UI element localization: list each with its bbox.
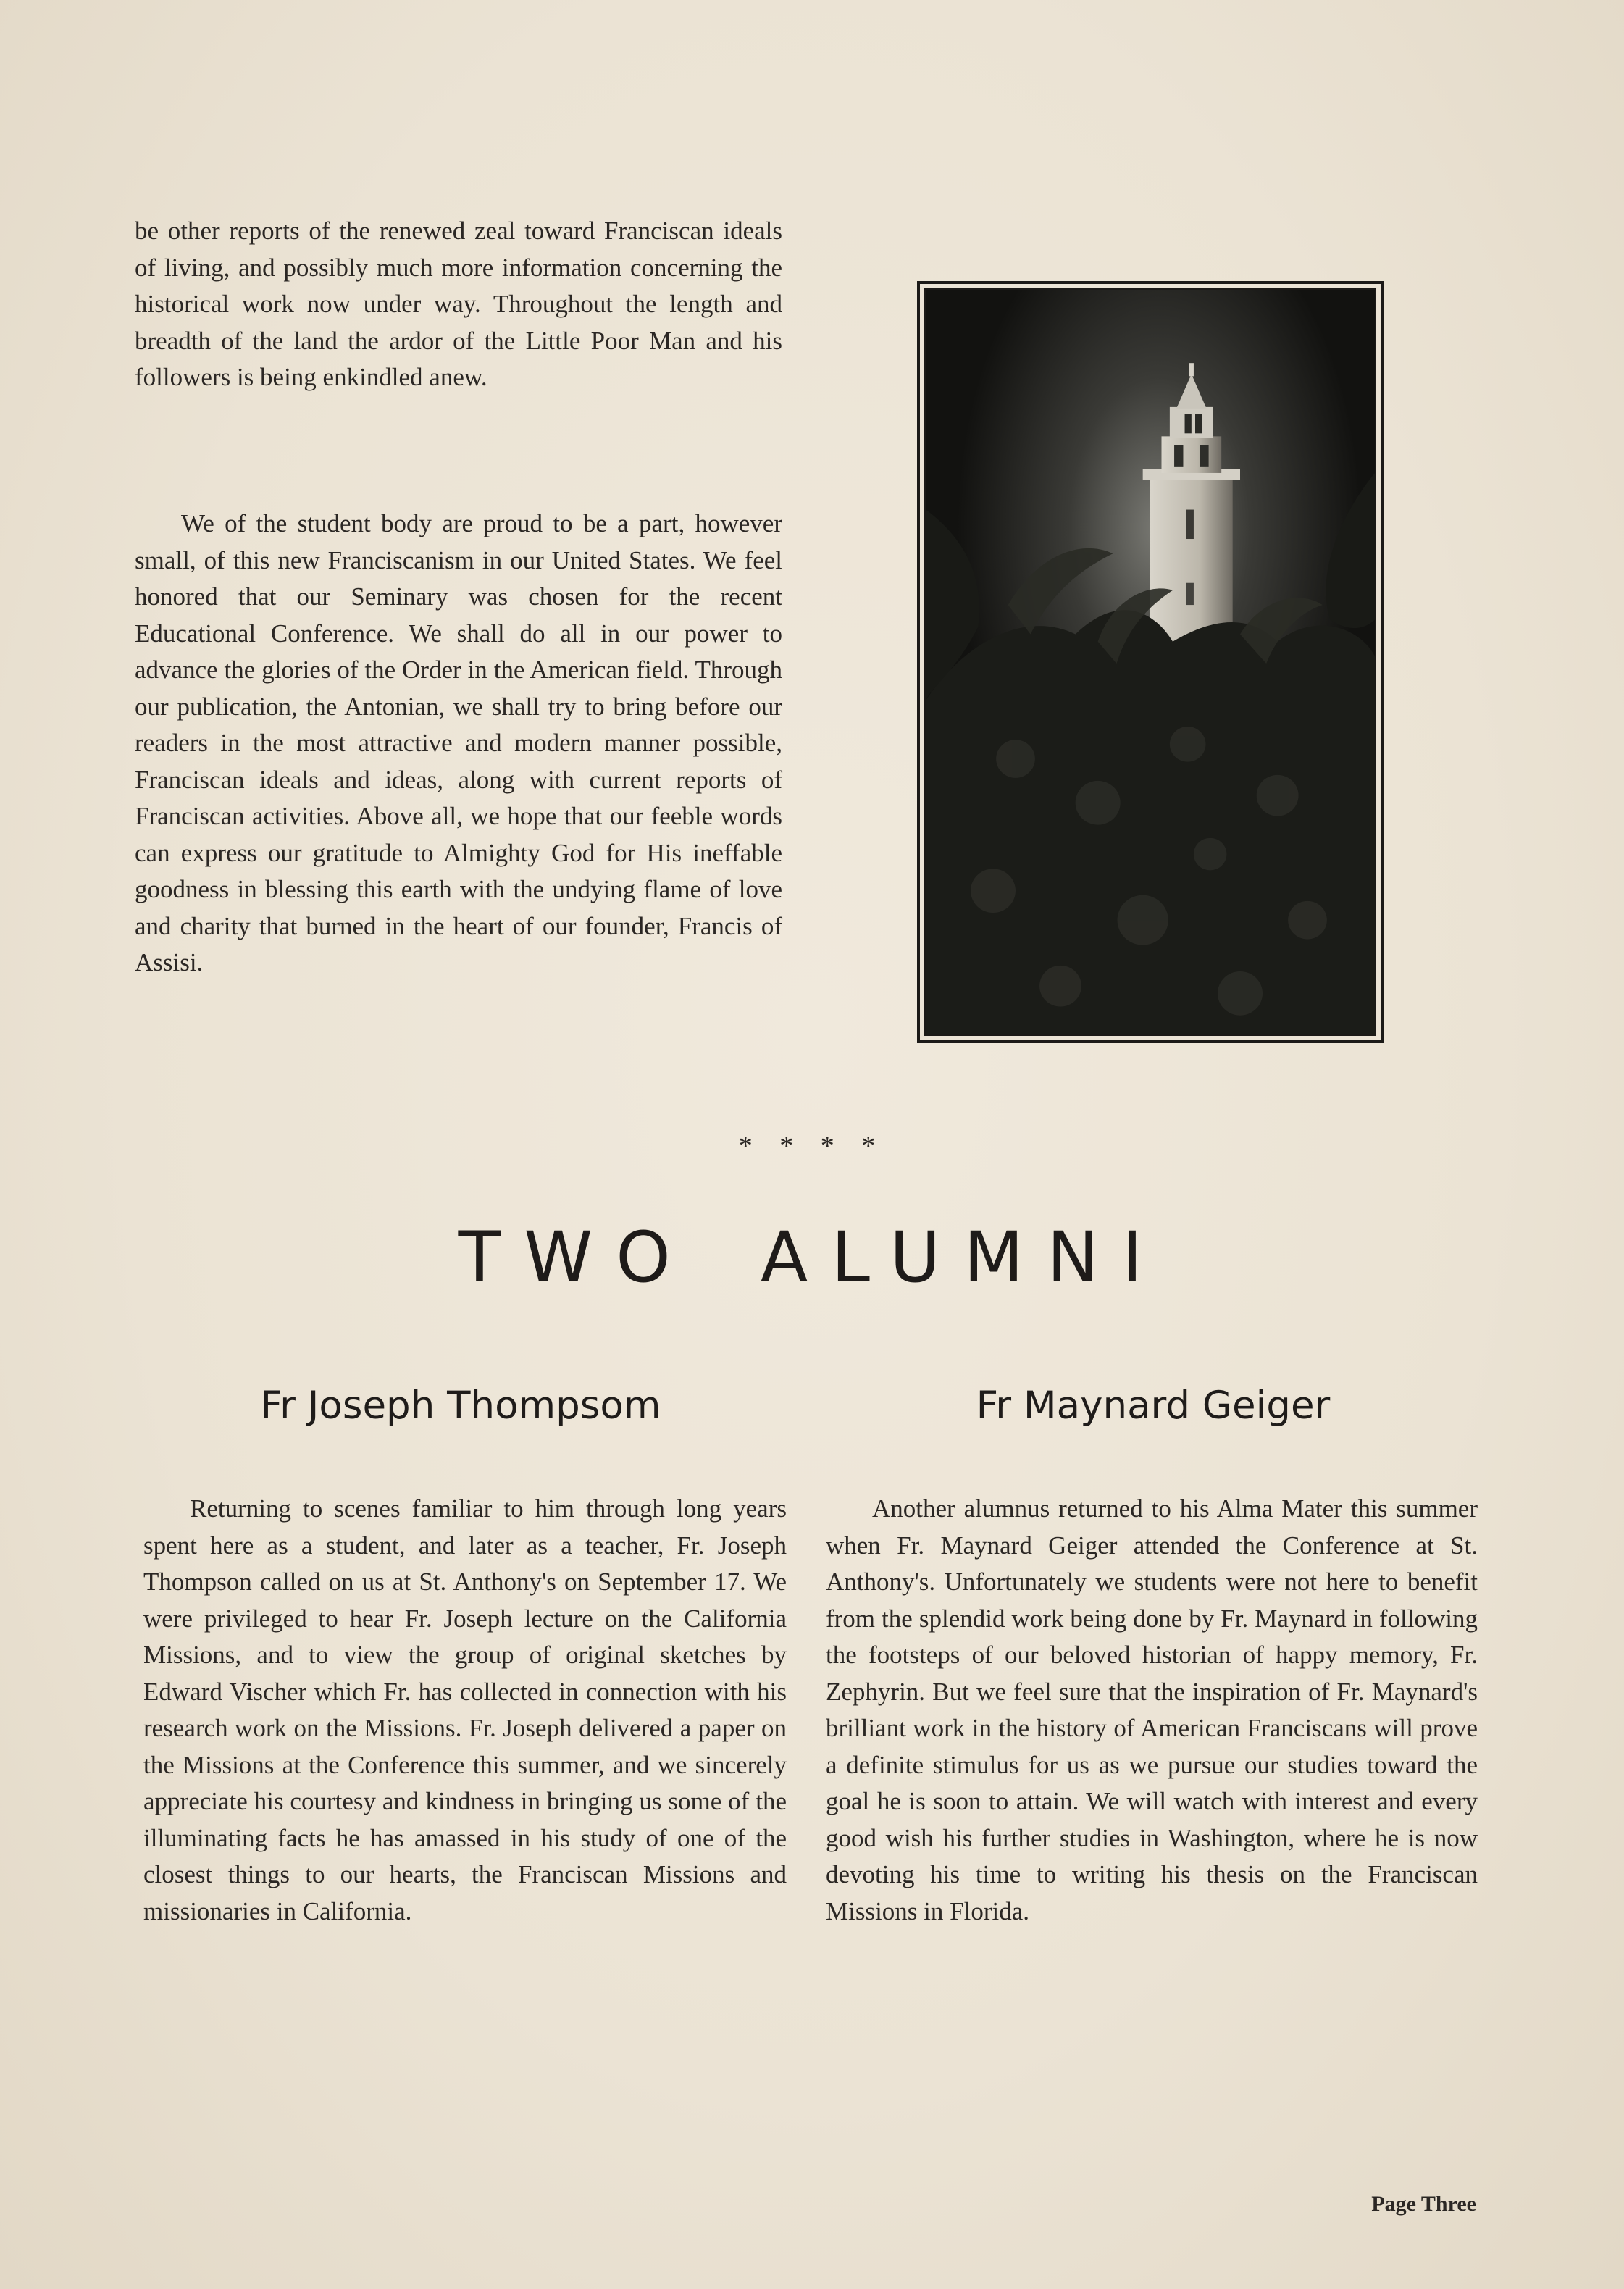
headline-word-2: ALUMNI bbox=[760, 1217, 1166, 1298]
page-number: Page Three bbox=[1371, 2192, 1476, 2216]
left-column-title: Fr Joseph Thompsom bbox=[260, 1384, 661, 1428]
right-column-body: Another alumnus returned to his Alma Mater this summer when Fr. Maynard Geiger attended the Conference at St. Anthony's. Unfortunately we students were not here to benefit from the splendid work being done by Fr. Maynard in following the footsteps of our beloved historian of happy memory, Fr. Zephyrin. But we feel sure that the inspiration of Fr. Maynard's brilliant work in the history of American Franciscans will prove a definite stimulus for us as we pursue our studies toward the goal he is soon to attain. We will watch with interest and every good wish his further studies in Washington, where he is now devoting his time to writing his thesis on the Franciscan Missions in Florida. bbox=[826, 1494, 1478, 1925]
right-column-title: Fr Maynard Geiger bbox=[976, 1384, 1331, 1428]
left-column-body: Returning to scenes familiar to him through long years spent here as a student, and later as a teacher, Fr. Joseph Thompson called on us at St. Anthony's on September 17. We were privileged to hear Fr. Joseph lecture on the California Missions, and to view the group of original sketches by Edward Vischer which Fr. has collected in connection with his research work on the Missions. Fr. Joseph delivered a paper on the Missions at the Conference this summer, and we sincerely appreciate his courtesy and kindness in bringing us some of the illuminating facts he has amassed in his study of one of the closest things to our hearts, the Franciscan Missions and missionaries in California. bbox=[143, 1494, 787, 1925]
intro-second-paragraph: We of the student body are proud to be a part, however small, of this new Franciscanism in our United States. We feel honored that our Seminary was chosen for the recent Educational Conference. We shall do all in our power to advance the glories of the Order in the American field. Through our publication, the Antonian, we shall try to bring before our readers in the most attractive and modern manner possible, Franciscan ideals and ideas, along with current reports of Franciscan activities. Above all, we hope that our feeble words can express our gratitude to Almighty God for His ineffable goodness in blessing this earth with the undying flame of love and charity that burned in the heart of our founder, Francis of Assisi. bbox=[135, 509, 782, 976]
section-divider: * * * * bbox=[738, 1131, 886, 1161]
bell-tower-illustration bbox=[926, 290, 1375, 1034]
night-photo-panel bbox=[924, 288, 1376, 1036]
page-headline bbox=[0, 1217, 1624, 1298]
bell-tower-photo bbox=[917, 281, 1384, 1043]
intro-continuation-paragraph: be other reports of the renewed zeal toward Franciscan ideals of living, and possibly much more information concerning the historical work now under way. Throughout the length and breadth of the land the ardor of the Little Poor Man and his followers is being enkindled anew. bbox=[135, 217, 782, 391]
headline-word-1: TWO bbox=[458, 1217, 694, 1298]
